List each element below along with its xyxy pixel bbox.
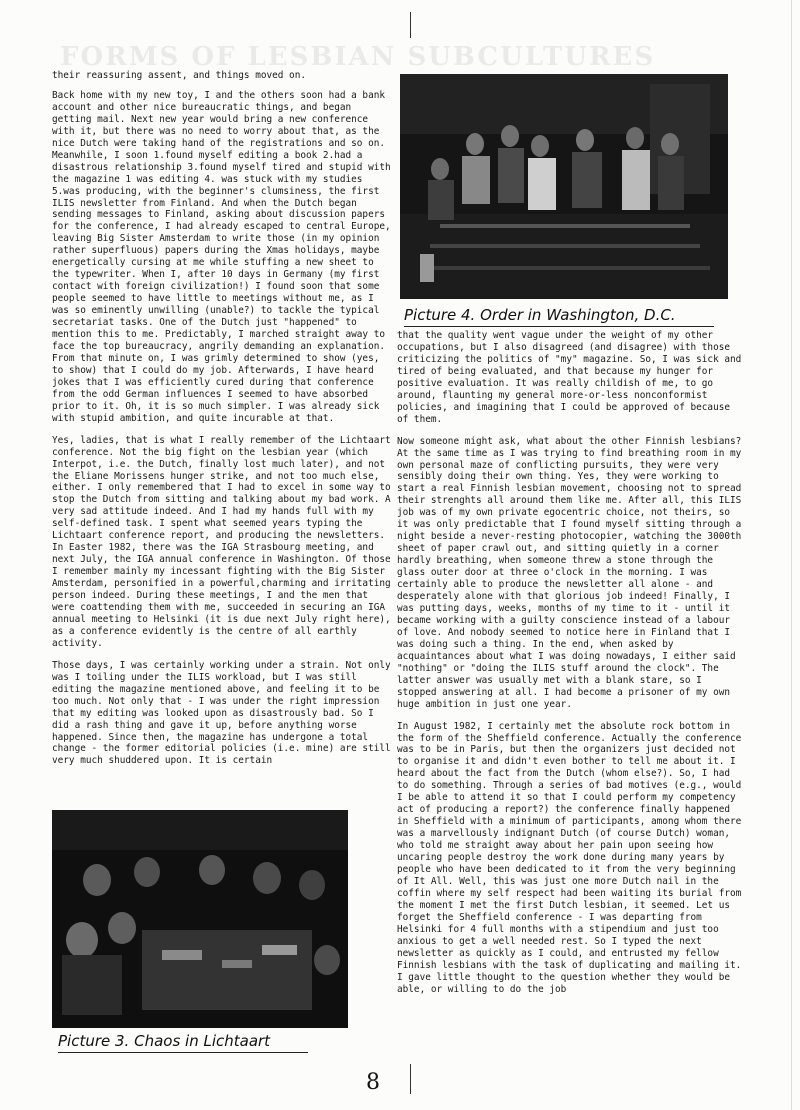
photo-washington-image [400, 74, 728, 299]
paragraph: Yes, ladies, that is what I really remember of the Lichtaart conference. Not the big fight on the lesbian year (which Interpot, i.e. the Dutch, finally lost much later), and not the Eliane Morissens hunger strike, and not too much else, either. I only remembered that I had to excel in some way to stop the Dutch from sitting and talking about my bad work. A very sad attitude indeed. And I had my hands full with my self-defined task. I spent what seemed years typing the Lichtaart conference report, and producing the newsletters. In Easter 1982, there was the IGA Strasbourg meeting, and next July, the IGA annual conference in Washington. Of those I remember mainly my incessant fighting with the Big Sister Amsterdam, personified in a powerful,charming and irritating person indeed. During these meetings, I and the men that were coattending them with me, succeeded in securing an IGA annual meeting to Helsinki (it is due next July right here), as a conference evidently is the centre of all earthly activity. [52, 434, 391, 649]
page-number: 8 [366, 1070, 380, 1095]
paragraph: In August 1982, I certainly met the absolute rock bottom in the form of the Sheffield conference. Actually the conference was to be in Paris, but then the organizers just decided not to organise it and didn't even bother to tell me about it. I heard about the fact from the Dutch (whom else?). So, I had to do something. Through a series of bad motives (e.g., would I be able to attend it so that I could perform my competency act of producing a report?) the conference finally happened in Sheffield with a minimum of participants, among whom there was a marvellously indignant Dutch (of course Dutch) woman, who told me straight away about her pain upon seeing how uncaring people destroy the work done during many years by people who have been dedicated to it from the very beginning of It All. Well, this was just one more Dutch nail in the coffin where my self respect had been waiting its burial from the moment I met the first Dutch lesbian, it seemed. Let us forget the Sheffield conference - I was departing from Helsinki for 4 full months with a stipendium and just too anxious to get a well needed rest. So I typed the next newsletter as quickly as I could, and entrusted my fellow Finnish lesbians with the task of duplicating and mailing it. I gave little thought to the question whether they would be able, or willing to do the job [397, 720, 742, 995]
photo-washington-group [400, 74, 728, 299]
caption-underline [58, 1052, 308, 1053]
caption-underline [404, 326, 714, 327]
paragraph: Back home with my new toy, I and the others soon had a bank account and other nice bureaucratic things, and began getting mail. Next new year would bring a new conference with it, but there was no need to worry about that, as the nice Dutch were taking hand of the registrations and so on. Meanwhile, I soon 1.found myself editing a book 2.had a disastrous relationship 3.found myself tired and stupid with the magazine 1 was editing 4. was stuck with my studies 5.was producing, with the beginner's clumsiness, the first ILIS newsletter from Finland. And when the Dutch began sending messages to Finland, asking about discussion papers for the conference, I had already escaped to central Europe, leaving Big Sister Amsterdam to write those (in my opinion rather superfluous) papers during the Xmas holidays, maybe energetically cursing at me while stuffing a new sheet to the typewriter. When I, after 10 days in Germany (my first contact with foreign civilization!) I found soon that some people seemed to have little to meetings without me, as I was so eminently unwilling (unable?) to tackle the typical secretariat tasks. One of the Dutch just "happened" to mention this to me. Predictably, I marched straight away to face the top bureaucracy, angrily demanding an explanation. From that minute on, I was grimly determined to show (yes, to show) that I could do my job. Afterwards, I have heard jokes that I was efficiently cured during that conference from the odd German influences I seemed to have absorbed prior to it. Oh, it is so much simpler. I was already sick with stupid ambition, and quite incurable at that. [52, 89, 391, 424]
fold-mark-top [410, 12, 411, 38]
paragraph: Now someone might ask, what about the other Finnish lesbians? At the same time as I was trying to find breathing room in my own personal maze of conflicting pursuits, they were very sensibly doing their own thing. Yes, they were working to start a real Finnish lesbian movement, choosing not to spread their strenghts all around them like me. After all, this ILIS job was of my own private egocentric choice, not theirs, so it was only predictable that I found myself sitting through a night beside a never-resting photocopier, watching the 3000th sheet of paper crawl out, and sitting quietly in a corner hardly breathing, when someone threw a stone through the glass outer door at three o'clock in the morning. I was certainly able to produce the newsletter all alone - and desperately alone with that glorious job indeed! Finally, I was putting days, weeks, months of my time to it - until it became working with a guilty conscience instead of a labour of love. And nobody seemed to notice here in Finland that I was doing such a thing. In the end, when asked by acquaintances about what I was doing nowadays, I either said "nothing" or "doing the ILIS stuff around the clock". The latter answer was usually met with a blank stare, so I stopped answering at all. I had become a prisoner of my own huge ambition in just one year. [397, 435, 742, 710]
caption-picture-3: Picture 3. Chaos in Lichtaart [58, 1032, 271, 1050]
paragraph: their reassuring assent, and things moved on. [52, 70, 306, 81]
caption-picture-4: Picture 4. Order in Washington, D.C. [404, 306, 676, 324]
page-edge-line [791, 0, 792, 1110]
photo-lichtaart-image [52, 810, 348, 1028]
right-text-column [397, 330, 742, 1005]
fold-mark-bottom [410, 1064, 411, 1094]
photo-lichtaart-meeting [52, 810, 348, 1028]
faint-header-ghost: FORMS OF LESBIAN SUBCULTURES [60, 42, 656, 72]
paragraph: that the quality went vague under the weight of my other occupations, but I also disagreed (and disagree) with those criticizing the politics of "my" magazine. So, I was sick and tired of being evaluated, and that because my hunger for positive evaluation. It was really childish of me, to go around, flaunting my general more-or-less nonconformist policies, and imagining that I could be approved of because of them. [397, 330, 742, 425]
paragraph: Those days, I was certainly working under a strain. Not only was I toiling under the ILIS workload, but I was still editing the magazine mentioned above, and feeling it to be too much. Not only that - I was under the right impression that my editing was looked upon as disastrously bad. So I did a rash thing and gave it up, before anything worse happened. Since then, the magazine has undergone a total change - the former editorial policies (i.e. mine) are still very much shuddered upon. It is certain [52, 659, 391, 767]
left-text-column [52, 70, 392, 777]
